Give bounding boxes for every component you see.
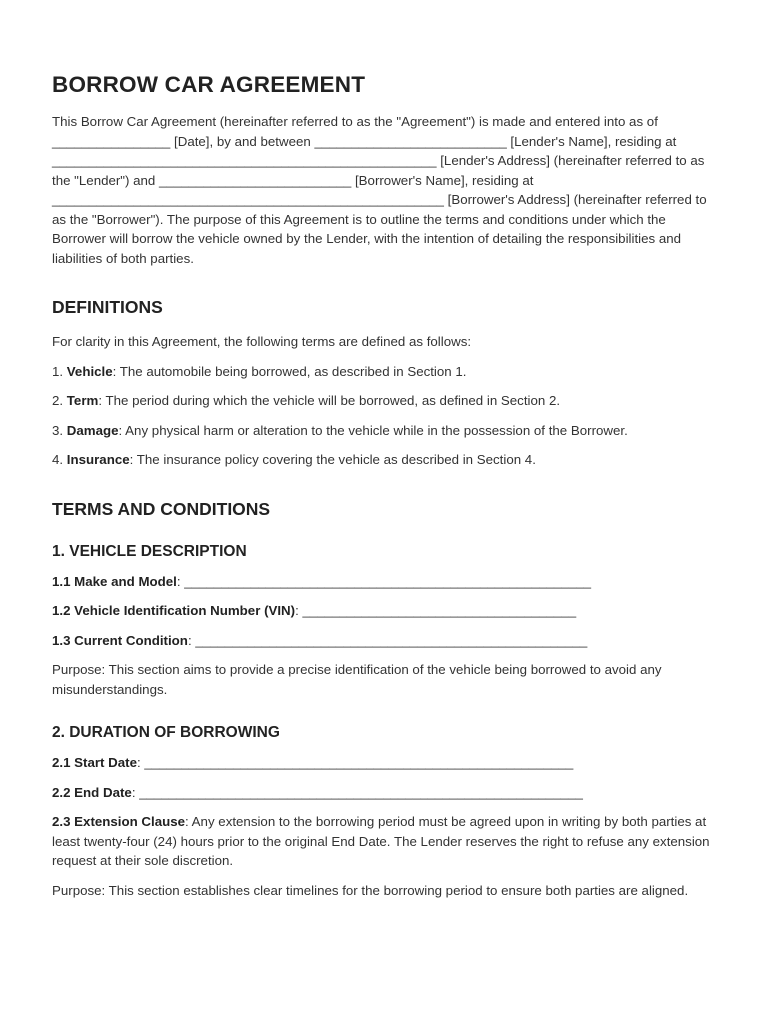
field-label: 2.2 End Date [52, 784, 132, 800]
field-line [52, 631, 714, 651]
field-blank: : ____________________________________________________________ [131, 784, 583, 800]
field-blank: : __________________________________________________________ [137, 755, 574, 770]
definition-term: Insurance [66, 452, 130, 467]
intro-paragraph: This Borrow Car Agreement (hereinafter referred to as the "Agreement") is made and entered into as of ________________ [Date], by and between __________________________ [Lender's Name], residing at ____________________________________________________ [Lender's Address] (hereinafter referred to as the "Lender") and __________________________ [Borrower's Name], residing at _____________________________________________________ [Borrower's Address] (hereinafter referred to as the "Borrower"). The purpose of this Agreement is to outline the terms and conditions under which the Borrower will borrow the vehicle owned by the Lender, with the intention of detailing the responsibilities and liabilities of both parties. [52, 114, 707, 266]
definition-item: 1. Vehicle: The automobile being borrowed, as described in Section 1. [52, 363, 467, 379]
field-line [52, 572, 714, 592]
field-label: 2.1 Start Date [52, 755, 137, 770]
section1-purpose: Purpose: This section aims to provide a precise identification of the vehicle being borrowed to avoid any misunderstandings. [52, 662, 662, 697]
field-line [52, 783, 714, 803]
definition-item: 4. Insurance: The insurance policy covering the vehicle as described in Section 4. [52, 452, 536, 467]
section1-heading: 1. VEHICLE DESCRIPTION [52, 542, 247, 560]
terms-heading: TERMS AND CONDITIONS [52, 498, 271, 519]
field-blank: : _____________________________________ [295, 603, 577, 618]
definitions-lead: For clarity in this Agreement, the following terms are defined as follows: [52, 334, 472, 349]
field-line [52, 753, 714, 773]
definition-item: 2. Term: The period during which the vehicle will be borrowed, as defined in Section 2. [52, 393, 561, 408]
definition-term: Term [66, 393, 99, 408]
field-line [52, 601, 714, 621]
definitions-heading: DEFINITIONS [52, 297, 163, 317]
field-blank: : _____________________________________________________ [187, 632, 588, 648]
field-label: 2.3 Extension Clause [52, 814, 186, 829]
definition-item: 3. Damage: Any physical harm or alteration to the vehicle while in the possession of the Borrower. [52, 422, 628, 438]
field-label: 1.3 Current Condition [52, 632, 188, 648]
field-label: 1.1 Make and Model [52, 573, 177, 589]
extension-clause: 2.3 Extension Clause: Any extension to the borrowing period must be agreed upon in writing by both parties at least twenty-four (24) hours prior to the original End Date. The Lender reserves the right to refuse any extension request at their sole discretion. [52, 814, 710, 868]
section2-heading: 2. DURATION OF BORROWING [52, 724, 280, 741]
definition-term: Vehicle [66, 363, 113, 379]
field-label: 1.2 Vehicle Identification Number (VIN) [52, 603, 296, 618]
document-title: BORROW CAR AGREEMENT [52, 72, 366, 97]
definition-term: Damage [66, 422, 119, 438]
section2-purpose: Purpose: This section establishes clear timelines for the borrowing period to ensure both parties are aligned. [52, 882, 689, 898]
field-blank: : _______________________________________________________ [176, 573, 592, 589]
